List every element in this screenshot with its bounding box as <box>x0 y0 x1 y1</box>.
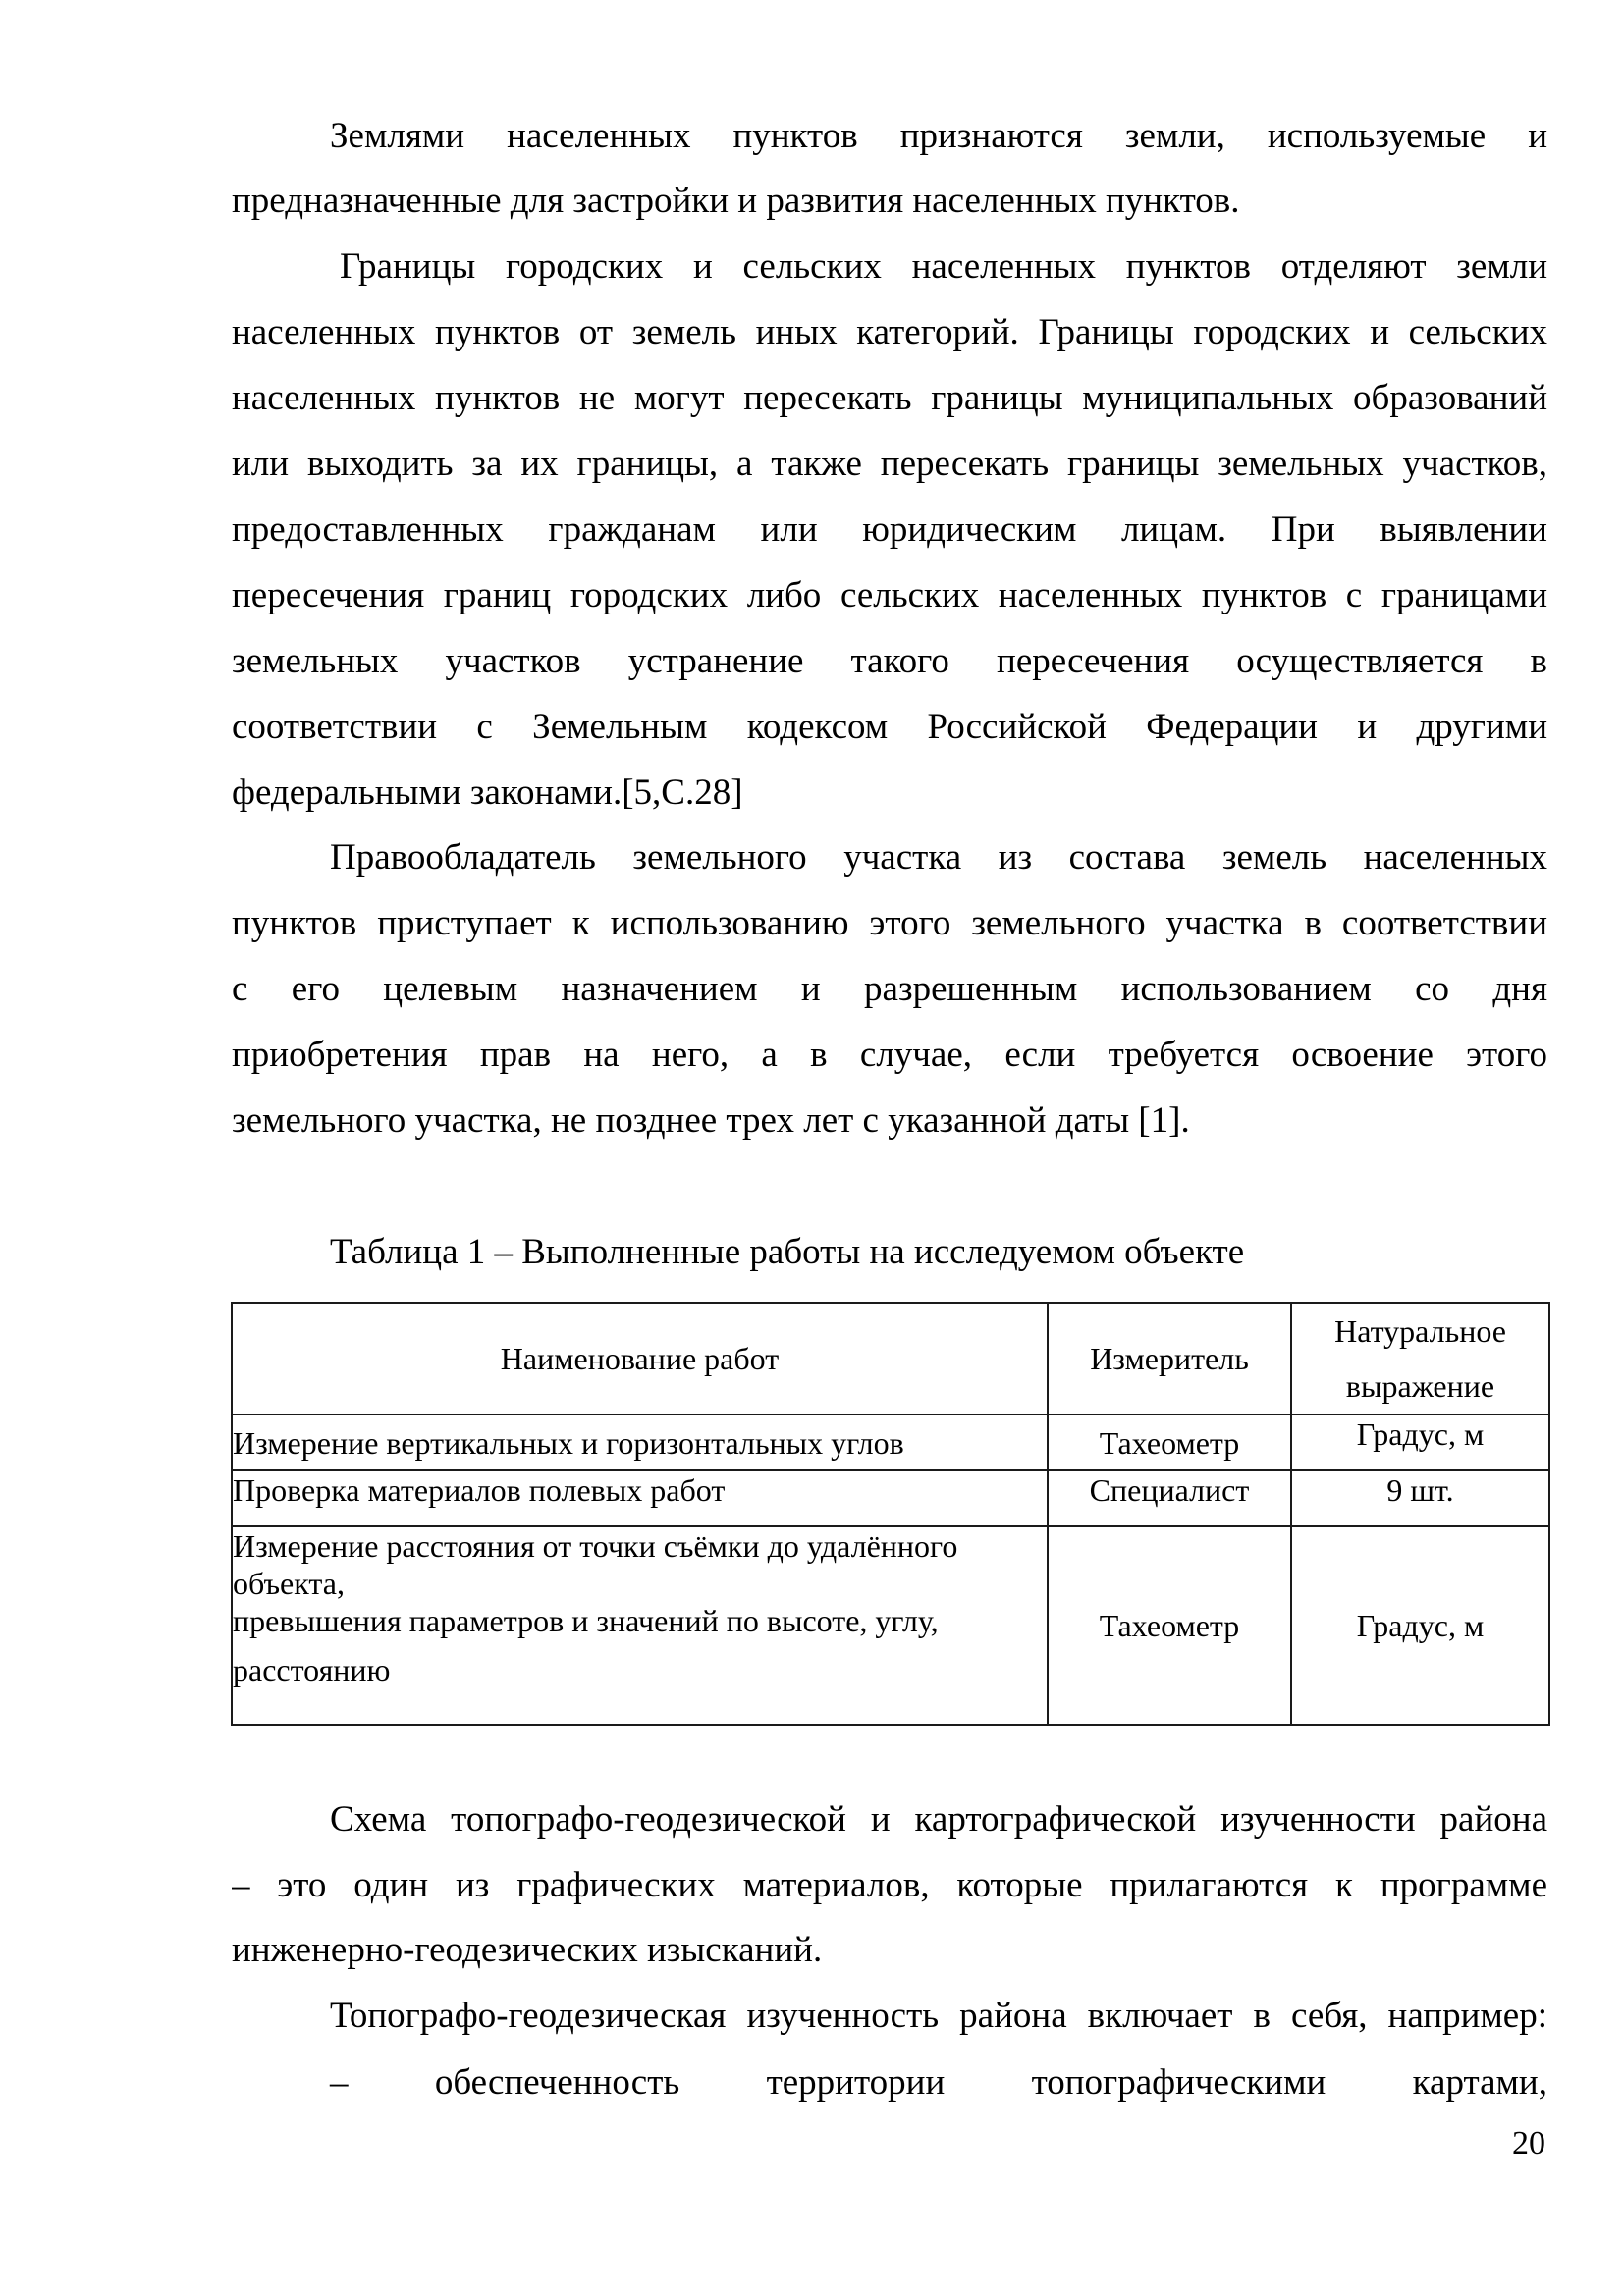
list-word: топографическими <box>1031 2062 1326 2103</box>
text-line: с его целевым назначением и разрешенным использованием со дня <box>232 969 1547 1009</box>
text-line: или выходить за их границы, а также пересекать границы земельных участков, <box>232 444 1547 484</box>
works-table <box>231 1302 1550 1726</box>
page-number: 20 <box>1512 2125 1545 2162</box>
cell-name-line: Измерение расстояния от точки съёмки до удалённого <box>233 1528 958 1564</box>
text-line: предоставленных гражданам или юридическим лицам. При выявлении <box>232 509 1547 550</box>
text-line: соответствии с Земельным кодексом Российской Федерации и другими <box>232 707 1547 747</box>
cell-meter: Специалист <box>1048 1470 1291 1526</box>
list-item <box>330 2061 1547 2105</box>
header-cell-value: Натуральное выражение <box>1291 1303 1549 1415</box>
table-caption: Таблица 1 – Выполненные работы на исследуемом объекте <box>330 1232 1245 1272</box>
cell-name: Проверка материалов полевых работ <box>232 1470 1048 1526</box>
cell-name-line: объекта, <box>233 1566 345 1601</box>
cell-value: Градус, м <box>1291 1526 1549 1725</box>
text-line: пунктов приступает к использованию этого земельного участка в соответствии <box>232 903 1547 943</box>
text-line: Границы городских и сельских населенных пунктов отделяют земли <box>340 246 1547 287</box>
text-line: Топографо-геодезическая изученность района включает в себя, например: <box>330 1996 1547 2036</box>
table-row <box>232 1526 1549 1725</box>
cell-name-line: расстоянию <box>233 1652 391 1687</box>
text-line: Правообладатель земельного участка из состава земель населенных <box>330 837 1547 878</box>
header-cell-meter: Измеритель <box>1048 1303 1291 1415</box>
list-word: картами, <box>1412 2062 1547 2103</box>
list-word: обеспеченность <box>434 2062 680 2103</box>
text-line: Схема топографо-геодезической и картографической изученности района <box>330 1799 1547 1840</box>
text-line: приобретения прав на него, а в случае, если требуется освоение этого <box>232 1035 1547 1075</box>
text-line: – это один из графических материалов, которые прилагаются к программе <box>232 1865 1547 1905</box>
text-line: предназначенные для застройки и развития населенных пунктов. <box>232 181 1240 221</box>
header-cell-name: Наименование работ <box>232 1303 1048 1415</box>
table-header-row <box>232 1303 1549 1415</box>
cell-name <box>232 1526 1048 1725</box>
text-line: федеральными законами.[5,С.28] <box>232 773 743 813</box>
text-line: пересечения границ городских либо сельских населенных пунктов с границами <box>232 575 1547 615</box>
cell-meter: Тахеометр <box>1048 1526 1291 1725</box>
text-line: населенных пунктов не могут пересекать границы муниципальных образований <box>232 378 1547 418</box>
list-word: территории <box>766 2062 946 2103</box>
cell-meter: Тахеометр <box>1048 1415 1291 1470</box>
cell-value: 9 шт. <box>1291 1470 1549 1526</box>
text-line: Землями населенных пунктов признаются земли, используемые и <box>330 116 1547 156</box>
text-line: инженерно-геодезических изысканий. <box>232 1930 823 1970</box>
cell-name: Измерение вертикальных и горизонтальных углов <box>232 1415 1048 1470</box>
table-row <box>232 1470 1549 1526</box>
text-line: земельного участка, не позднее трех лет с указанной даты [1]. <box>232 1100 1190 1141</box>
text-line: населенных пунктов от земель иных категорий. Границы городских и сельских <box>232 312 1547 352</box>
table-row <box>232 1415 1549 1470</box>
cell-name-line: превышения параметров и значений по высоте, углу, <box>233 1603 939 1638</box>
text-line: земельных участков устранение такого пересечения осуществляется в <box>232 641 1547 681</box>
list-dash: – <box>330 2062 349 2103</box>
cell-value: Градус, м <box>1291 1415 1549 1470</box>
